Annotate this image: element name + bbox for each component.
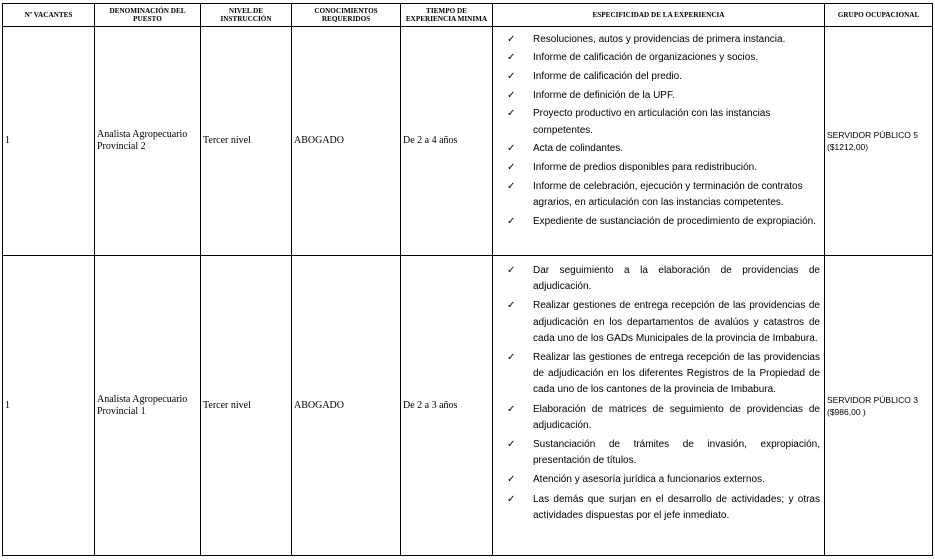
- specificity-item: [507, 214, 820, 230]
- specificity-item: [507, 50, 820, 66]
- specificity-item: [507, 69, 820, 85]
- header-conocimientos: CONOCIMIENTOS REQUERIDOS: [292, 4, 401, 27]
- specificity-item: [507, 88, 820, 104]
- specificity-item: [507, 160, 820, 176]
- checkmark-icon: ✓: [507, 493, 516, 505]
- specificity-text: Sustanciación de trámites de invasión, expropiación, presentación de títulos.: [533, 439, 820, 467]
- specificity-text: Realizar gestiones de entrega recepción de las providencias de adjudicación en los departamentos de avalúos y catastros de cada uno de los GADs Municipales de la provincia de Imbabura.: [533, 300, 820, 344]
- header-tiempo: TIEMPO DE EXPERIENCIA MINIMA: [401, 4, 493, 27]
- nivel-cell: Tercer nivel: [201, 27, 292, 256]
- header-denominacion: DENOMINACIÓN DEL PUESTO: [95, 4, 201, 27]
- header-row: [3, 4, 933, 27]
- header-especificidad: ESPECIFICIDAD DE LA EXPERIENCIA: [493, 4, 825, 27]
- checkmark-icon: ✓: [507, 161, 516, 173]
- conocimientos-cell: ABOGADO: [292, 27, 401, 256]
- specificity-text: Las demás que surjan en el desarrollo de actividades; y otras actividades dispuestas por el jefe inmediato.: [533, 493, 820, 521]
- specificity-item: [507, 263, 820, 295]
- checkmark-icon: ✓: [507, 108, 516, 120]
- checkmark-icon: ✓: [507, 89, 516, 101]
- specificity-item: [507, 472, 820, 488]
- specificity-text: Realizar las gestiones de entrega recepción de las providencias de adjudicación en los diferentes Registros de la Propiedad de cada uno de los cantones de la provincia de Imbabura.: [533, 352, 820, 396]
- specificity-item: [507, 402, 820, 434]
- checkmark-icon: ✓: [507, 300, 516, 312]
- header-vacantes: Nº VACANTES: [3, 4, 95, 27]
- specificity-text: Expediente de sustanciación de procedimiento de expropiación.: [533, 215, 816, 227]
- nivel-cell: Tercer nivel: [201, 256, 292, 556]
- checkmark-icon: ✓: [507, 215, 516, 227]
- conocimientos-cell: ABOGADO: [292, 256, 401, 556]
- checkmark-icon: ✓: [507, 403, 516, 415]
- checkmark-icon: ✓: [507, 352, 516, 364]
- specificity-item: [507, 32, 820, 48]
- checkmark-icon: ✓: [507, 70, 516, 82]
- especificidad-list: [507, 27, 820, 230]
- specificity-item: [507, 141, 820, 157]
- tiempo-cell: De 2 a 4 años: [401, 27, 493, 256]
- specificity-text: Acta de colindantes.: [533, 143, 624, 155]
- specificity-item: [507, 106, 820, 138]
- especificidad-cell: [493, 256, 825, 556]
- specificity-text: Proyecto productivo en articulación con las instancias competentes.: [533, 108, 771, 136]
- specificity-text: Informe de calificación del predio.: [533, 70, 682, 82]
- vacantes-cell: 1: [3, 256, 95, 556]
- especificidad-list: [507, 256, 820, 524]
- specificity-text: Elaboración de matrices de seguimiento de providencias de adjudicación.: [533, 403, 820, 431]
- table-row: [3, 27, 933, 256]
- tiempo-cell: De 2 a 3 años: [401, 256, 493, 556]
- header-nivel: NIVEL DE INSTRUCCIÓN: [201, 4, 292, 27]
- checkmark-icon: ✓: [507, 33, 516, 45]
- table-row: [3, 256, 933, 556]
- grupo-cell: SERVIDOR PÚBLICO 3 ($986,00 ): [825, 256, 933, 556]
- specificity-item: [507, 179, 820, 211]
- vacancies-table: [2, 3, 933, 556]
- checkmark-icon: ✓: [507, 143, 516, 155]
- vacantes-cell: 1: [3, 27, 95, 256]
- checkmark-icon: ✓: [507, 52, 516, 64]
- especificidad-cell: [493, 27, 825, 256]
- specificity-text: Informe de predios disponibles para redistribución.: [533, 161, 758, 173]
- denominacion-cell: Analista Agropecuario Provincial 2: [95, 27, 201, 256]
- specificity-text: Informe de celebración, ejecución y terminación de contratos agrarios, en articulación con las instancias competentes.: [533, 180, 803, 208]
- grupo-cell: SERVIDOR PÚBLICO 5 ($1212,00): [825, 27, 933, 256]
- specificity-text: Informe de definición de la UPF.: [533, 89, 675, 101]
- specificity-text: Dar seguimiento a la elaboración de providencias de adjudicación.: [533, 265, 820, 293]
- checkmark-icon: ✓: [507, 180, 516, 192]
- specificity-text: Informe de calificación de organizaciones y socios.: [533, 52, 759, 64]
- specificity-item: [507, 492, 820, 524]
- specificity-item: [507, 437, 820, 469]
- denominacion-cell: Analista Agropecuario Provincial 1: [95, 256, 201, 556]
- header-grupo: GRUPO OCUPACIONAL: [825, 4, 933, 27]
- specificity-text: Atención y asesoría jurídica a funcionarios externos.: [533, 474, 765, 486]
- checkmark-icon: ✓: [507, 474, 516, 486]
- checkmark-icon: ✓: [507, 439, 516, 451]
- specificity-item: [507, 298, 820, 347]
- checkmark-icon: ✓: [507, 265, 516, 276]
- specificity-item: [507, 350, 820, 399]
- specificity-text: Resoluciones, autos y providencias de primera instancia.: [533, 33, 786, 45]
